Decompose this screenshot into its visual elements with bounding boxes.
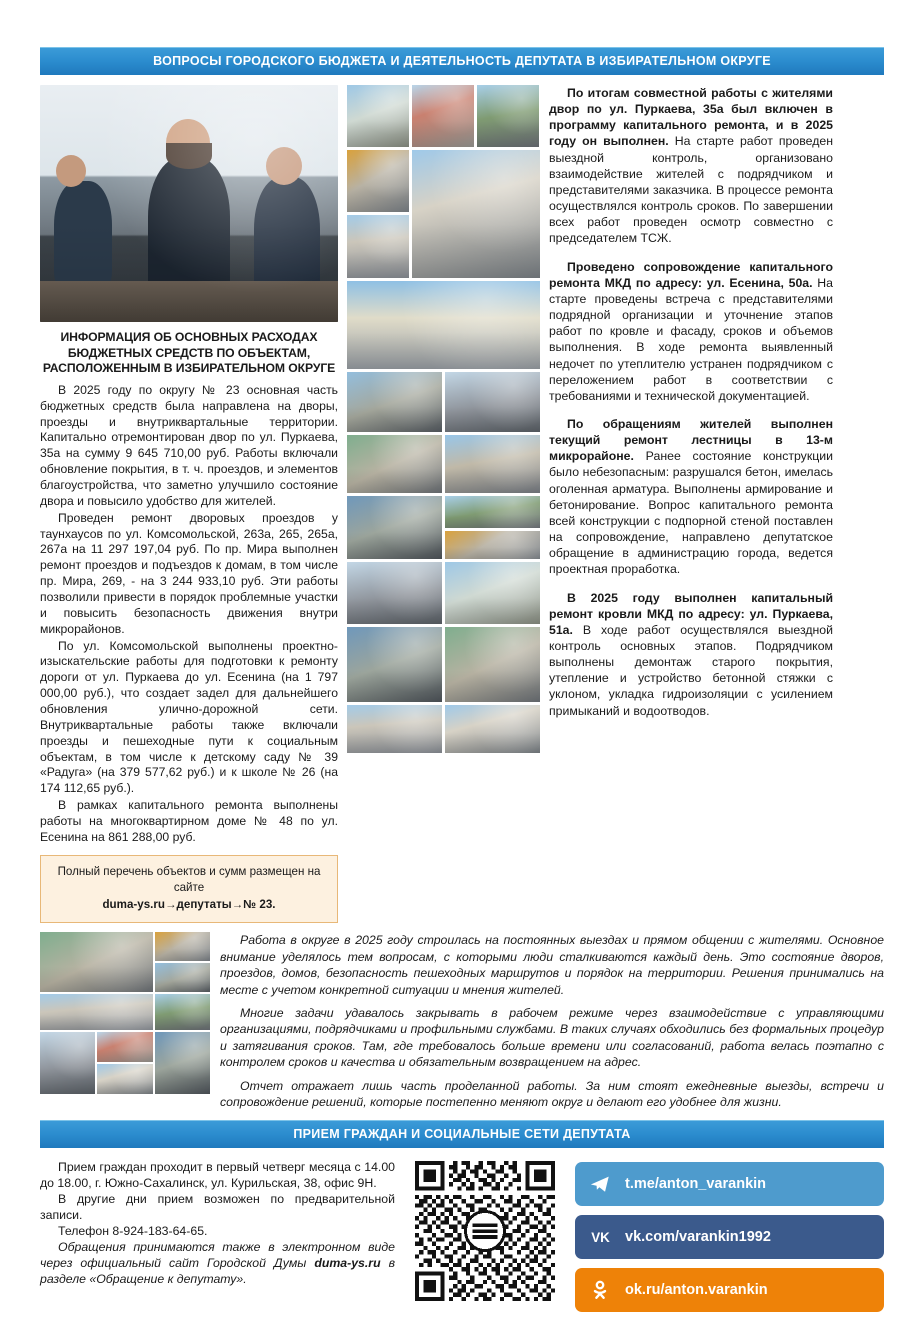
- reception-electronic-note: [40, 1239, 395, 1287]
- right-item-3: [549, 416, 833, 578]
- callout-site-link[interactable]: duma-ys.ru→депутаты→№ 23.: [102, 897, 276, 911]
- photo-stairs-1: [347, 435, 442, 493]
- right-item-4-lead: В 2025 году выполнен капитальный ремонт кровли МКД по адресу: ул. Пуркаева, 51а.: [549, 590, 833, 637]
- social-links: [575, 1159, 884, 1312]
- summary-photo-collage: [40, 932, 210, 1094]
- photo-inspection-2: [445, 372, 540, 432]
- photo-deputy-meeting: [40, 85, 338, 322]
- right-item-1: [549, 85, 833, 247]
- photo-stairs-2: [445, 435, 540, 493]
- summary-text: [220, 932, 884, 1111]
- left-paragraph-3: По ул. Комсомольской выполнены проектно-изыскательские работы для подготовки к ремонту дороги от ул. Пуркаева до ул. Есенина (на 1 797 000,00 руб.), что создает задел для дальнейшего обновления улично-дорожной сети. Внутриквартальные работы также включали проезды и пешеходные пути к социальным объектам, в том числе к детскому саду № 39 «Радуга» (на 379 577,62 руб.) и к школе № 26 (на 174 112,65 руб.).: [40, 638, 338, 796]
- photo-residents-large: [412, 150, 540, 278]
- social-label-odnoklassniki: ok.ru/anton.varankin: [625, 1281, 768, 1298]
- photo-meeting-residents: [445, 627, 540, 702]
- photo-works-yard: [347, 215, 409, 278]
- svg-text:VK: VK: [590, 1230, 610, 1246]
- left-headline: ИНФОРМАЦИЯ ОБ ОСНОВНЫХ РАСХОДАХ БЮДЖЕТНЫХ СРЕДСТВ ПО ОБЪЕКТАМ, РАСПОЛОЖЕННЫМ В ИЗБИРАТЕЛЬНОМ ОКРУГЕ: [42, 330, 336, 376]
- reception-paragraph-2: В другие дни прием возможен по предварительной записи.: [40, 1191, 395, 1223]
- qr-code-wrap: [409, 1159, 561, 1301]
- section-banner-reception: ПРИЕМ ГРАЖДАН И СОЦИАЛЬНЫЕ СЕТИ ДЕПУТАТА: [40, 1120, 884, 1148]
- right-item-2-rest: На старте проведены встреча с представителями подрядной организации и уточнение этапов работ по кровле и фасаду, сроков и объемов выполнения. В ходе ремонта выявленный недочет по утеплителю устранен подрядчиком с переложением работ в соответствии с требованиями и технической документацией.: [549, 275, 834, 403]
- summary-paragraph-2: Многие задачи удавалось закрывать в рабочем режиме через взаимодействие с управляющими организациями, подрядчиками и профильными службами. В таких случаях обходились без формальных процедур и затягивания сроков. Там, где требовалось больше времени или согласований, работа велась поэтапно с контролем сроков и качества и обязательным возвращением на адрес.: [220, 1005, 884, 1070]
- photo-meeting-2: [445, 705, 540, 753]
- photo-roof-2: [347, 705, 442, 753]
- photo-yard-3: [477, 85, 539, 147]
- right-item-2: [549, 259, 833, 404]
- summary-block: [40, 932, 884, 1111]
- right-item-4: [549, 590, 833, 719]
- reception-phone: Телефон 8-924-183-64-65.: [58, 1224, 208, 1239]
- photo-yard-2: [412, 85, 474, 147]
- reception-paragraph-1: Прием граждан проходит в первый четверг месяца с 14.00 до 18.00, г. Южно-Сахалинск, ул. Курильская, 38, офис 9Н.: [40, 1159, 395, 1190]
- right-item-2-lead: Проведено сопровождение капитального ремонта МКД по адресу: ул. Есенина, 50а.: [549, 259, 833, 290]
- left-paragraph-4: В рамках капитального ремонта выполнены работы на многоквартирном доме № 48 по ул. Есенина на 861 288,00 руб.: [40, 798, 338, 844]
- reception-info: [40, 1159, 395, 1288]
- social-label-vk: vk.com/varankin1992: [625, 1228, 771, 1245]
- photo-works-excavator: [347, 150, 409, 212]
- odnoklassniki-icon: [587, 1277, 613, 1303]
- vk-icon: [587, 1224, 613, 1250]
- photo-roof-mesh: [347, 627, 442, 702]
- photo-outreach-1: [40, 932, 153, 992]
- duma-site-link[interactable]: duma-ys.ru: [314, 1256, 381, 1271]
- photo-outreach-7: [97, 1032, 152, 1062]
- photo-yard-1: [347, 85, 409, 147]
- right-item-3-lead: По обращениям жителей выполнен текущий ремонт лестницы в 13-м микрорайоне.: [549, 416, 833, 464]
- photo-outreach-2: [155, 932, 210, 961]
- summary-paragraph-3: Отчет отражает лишь часть проделанной работы. За ним стоят ежедневные выезды, встречи и сопровождение решений, которые постепенно меняют округ и делают его удобнее для жизни.: [220, 1078, 884, 1110]
- photo-outreach-3: [155, 963, 210, 992]
- photo-pavement: [347, 496, 442, 559]
- summary-paragraph-1: Работа в округе в 2025 году строилась на постоянных выездах и прямом общении с жителями. Основное внимание уделялось тем вопросам, с которыми люди сталкиваются каждый день. Это состояние дворов, проездов, домов, безопасность пешеходных маршрутов и порядок на территории. Решения принимались на месте с учетом конкретной ситуации и мнения жителей.: [220, 933, 884, 997]
- photo-roof-1: [347, 562, 442, 624]
- photo-outreach-8: [97, 1064, 152, 1094]
- social-link-telegram[interactable]: [575, 1162, 884, 1206]
- photo-crane: [445, 562, 540, 624]
- callout-full-list: [40, 855, 338, 923]
- callout-line-1: Полный перечень объектов и сумм размещен на сайте: [57, 864, 321, 895]
- photo-outreach-5: [155, 994, 210, 1030]
- right-item-3-rest: Ранее состояние конструкции было небезопасным: разрушался бетон, имелась оголенная арматура. Выполнены армирование и бетонирование. Вопрос капитального ремонта всей конструкции с подпорной стеной поставлен на сопровождение, направлено депутатское обращение в администрацию города, ведется проектная проработка.: [549, 449, 833, 577]
- social-link-odnoklassniki[interactable]: [575, 1268, 884, 1312]
- photo-outreach-9: [155, 1032, 210, 1094]
- photo-inspection-1: [347, 372, 442, 432]
- electronic-note-lead: Обращения принимаются также в электронном виде через официальный сайт Городской Думы: [40, 1240, 395, 1271]
- photo-building-facade: [347, 281, 540, 369]
- photo-outreach-6: [40, 1032, 95, 1094]
- footer: [40, 1159, 884, 1312]
- left-column: [40, 85, 338, 923]
- photo-workers-2: [445, 531, 540, 559]
- section-banner-budget: ВОПРОСЫ ГОРОДСКОГО БЮДЖЕТА И ДЕЯТЕЛЬНОСТЬ ДЕПУТАТА В ИЗБИРАТЕЛЬНОМ ОКРУГЕ: [40, 47, 884, 75]
- social-label-telegram: t.me/anton_varankin: [625, 1175, 767, 1192]
- left-paragraph-1: В 2025 году по округу № 23 основная часть бюджетных средств была направлена на дворы, проезды и внутриквартальные территории. Капитально отремонтирован двор по ул. Пуркаева, 35а на сумму 9 645 710,00 руб. Работы включали обновление покрытия, в т. ч. проездов, и элементов благоустройства, что заметно улучшило состояние двора и повысило удобство для жителей.: [40, 382, 338, 508]
- electronic-note-tail: в разделе «Обращение к депутату».: [40, 1256, 395, 1287]
- photo-outreach-4: [40, 994, 153, 1030]
- right-item-1-lead: По итогам совместной работы с жителями двор по ул. Пуркаева, 35а был включен в программу капитального ремонта, и в 2025 году он выполнен.: [549, 86, 833, 149]
- left-paragraph-2: Проведен ремонт дворовых проездов у таунхаусов по ул. Комсомольской, 263а, 265, 265а, 267а на 11 297 197,04 руб. По пр. Мира выполнен ремонт проездов и подъездов к домам, в том числе пр. Мира, 269, - на 3 244 933,10 руб. Эти работы позволили привести в порядок проблемные участки и повысить безопасность движения внутри микрорайонов.: [40, 510, 338, 636]
- right-item-4-rest: В ходе работ осуществлялся выездной контроль основных этапов. Подрядчиком выполнены демонтаж старого покрытия, утепление и устройство бетонной стяжки с уклоном, укладка гидроизоляции с усилением примыканий и водоотводов.: [549, 622, 833, 718]
- right-column: [549, 85, 833, 719]
- photo-workers-1: [445, 496, 540, 528]
- photo-column: [347, 85, 540, 753]
- telegram-icon: [587, 1171, 613, 1197]
- social-link-vk[interactable]: [575, 1215, 884, 1259]
- main-columns: [40, 85, 884, 923]
- newspaper-page: [0, 47, 924, 1327]
- right-item-1-rest: На старте работ проведен выездной контроль, организовано взаимодействие жителей с подрядчиком и представителями заказчика. В процессе ремонта осуществлялся контроль сроков. По завершении всех работ проведен осмотр совместно с председателем ТСЖ.: [549, 134, 833, 246]
